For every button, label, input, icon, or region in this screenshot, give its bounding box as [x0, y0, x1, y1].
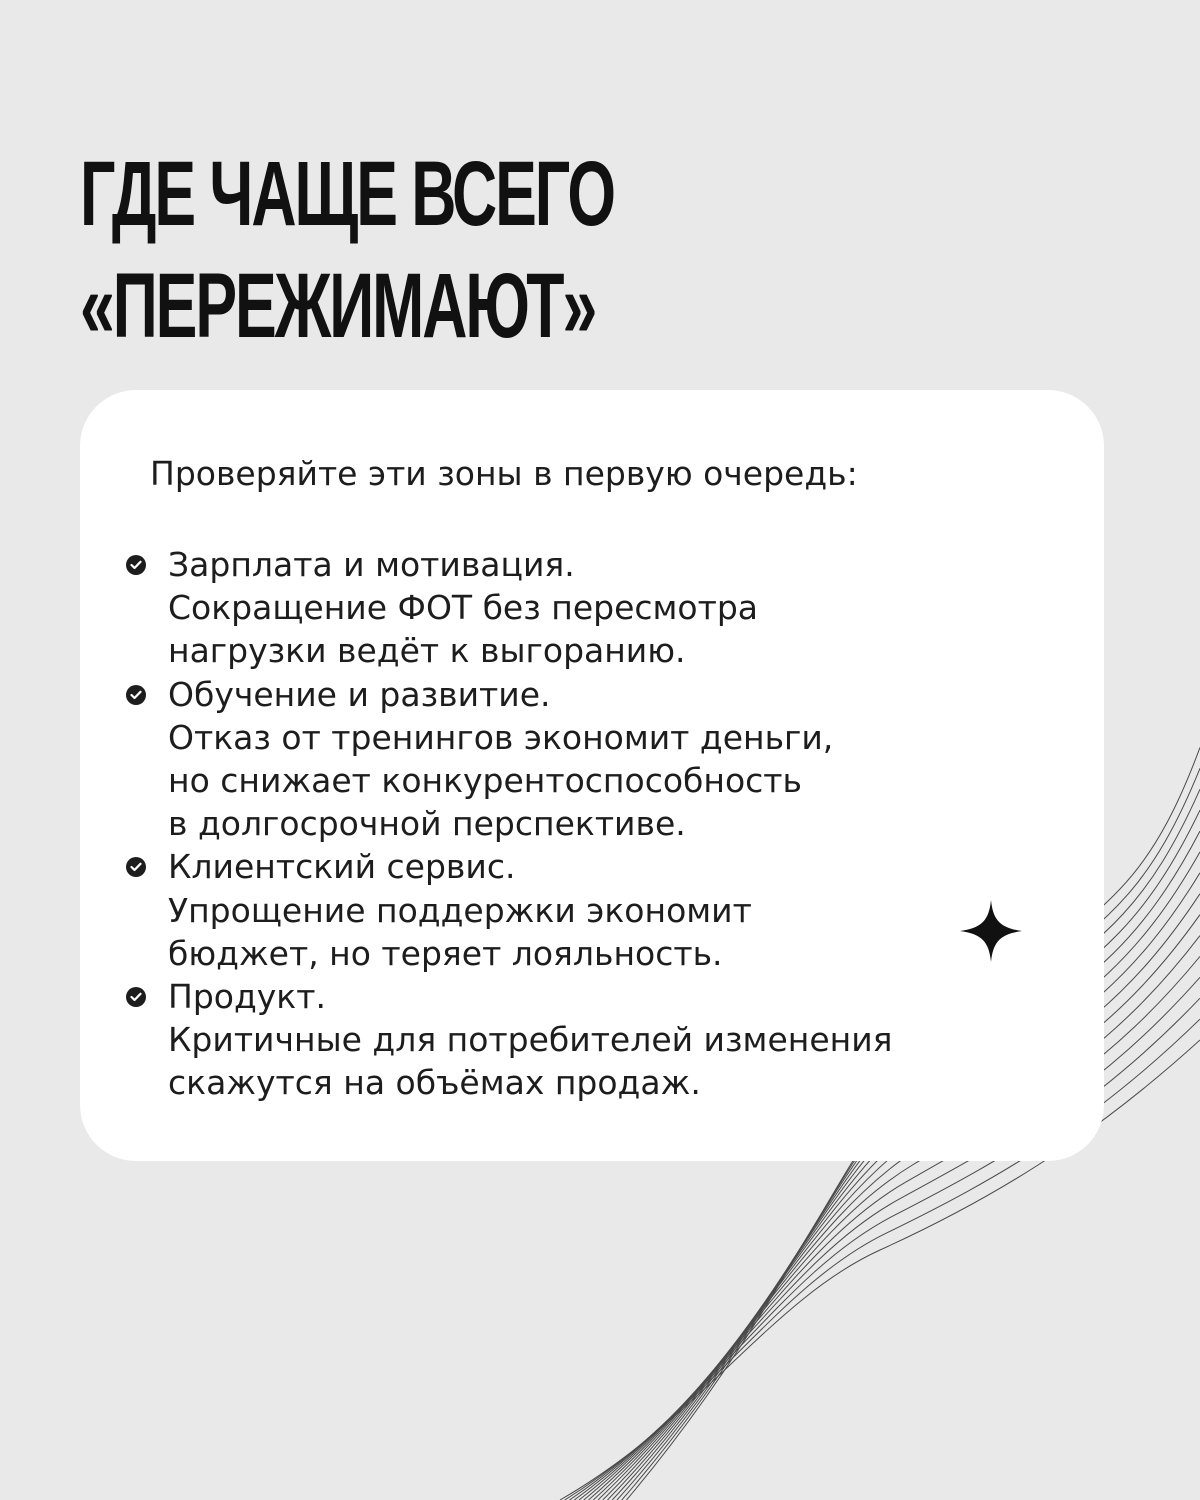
item-heading: Обучение и развитие.	[168, 674, 551, 714]
four-point-star-icon	[960, 900, 1022, 962]
content-card	[80, 390, 1104, 1161]
item-text-line: Упрощение поддержки экономит	[168, 890, 752, 930]
item-text-line: скажутся на объёмах продаж.	[168, 1063, 701, 1103]
list-item	[168, 845, 893, 975]
title-line-2: «ПЕРЕЖИМАЮТ»	[80, 255, 596, 357]
item-text-line: Критичные для потребителей изменения	[168, 1020, 893, 1060]
item-heading: Зарплата и мотивация.	[168, 545, 575, 584]
check-circle-icon	[126, 555, 146, 575]
zones-list	[168, 543, 893, 1105]
title-line-1: ГДЕ ЧАЩЕ ВСЕГО	[80, 143, 615, 245]
page-title	[80, 138, 614, 362]
item-heading: Продукт.	[168, 977, 326, 1017]
item-text-line: но снижает конкурентоспособность	[168, 761, 802, 801]
check-circle-icon	[126, 685, 146, 705]
item-text-line: бюджет, но теряет лояльность.	[168, 933, 723, 973]
list-item	[168, 673, 893, 846]
item-text-line: Отказ от тренингов экономит деньги,	[168, 717, 834, 757]
check-circle-icon	[126, 987, 146, 1007]
list-item	[168, 975, 893, 1105]
card-intro: Проверяйте эти зоны в первую очередь:	[150, 454, 858, 493]
item-heading: Клиентский сервис.	[168, 847, 516, 887]
list-item	[168, 543, 893, 673]
item-text-line: в долгосрочной перспективе.	[168, 804, 686, 844]
item-text-line: нагрузки ведёт к выгоранию.	[168, 631, 686, 671]
item-text-line: Сокращение ФОТ без пересмотра	[168, 588, 759, 628]
check-circle-icon	[126, 857, 146, 877]
